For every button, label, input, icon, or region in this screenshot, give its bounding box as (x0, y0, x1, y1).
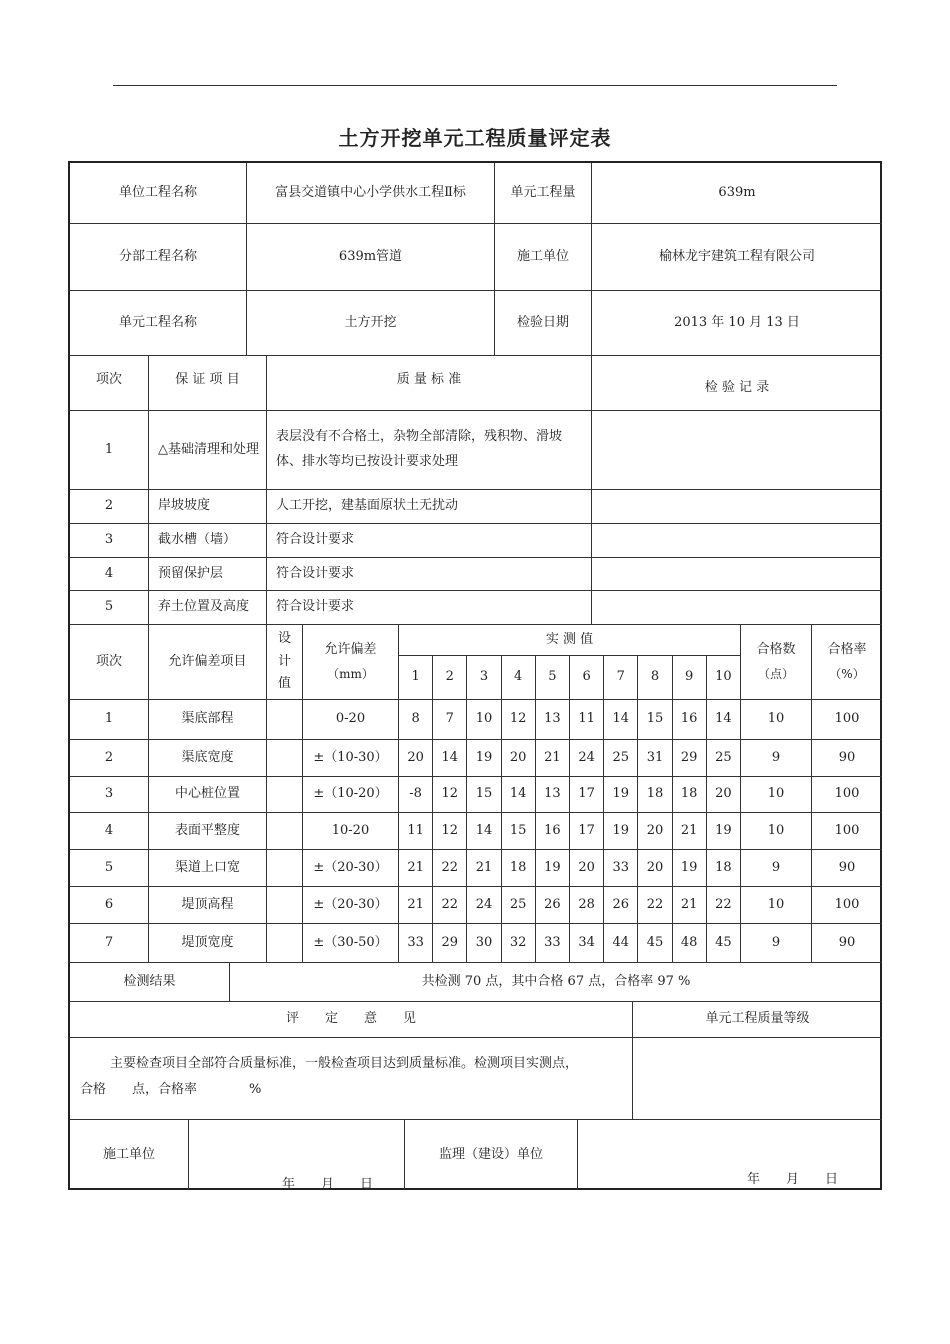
measured-value: 22 (707, 887, 741, 924)
measured-value: 20 (399, 740, 433, 777)
deviation-row-item: 渠底部程 (149, 700, 267, 740)
measured-value: 15 (502, 813, 536, 850)
guarantee-row-record (592, 411, 882, 490)
deviation-row-design (267, 813, 303, 850)
measure-no: 4 (502, 656, 536, 700)
measure-no: 2 (433, 656, 467, 700)
deviation-row-pass-count: 9 (741, 850, 812, 887)
deviation-header-no: 项次 (70, 625, 149, 700)
deviation-row-pass-count: 10 (741, 777, 812, 813)
opinion-line-1: 主要检查项目全部符合质量标准，一般检查项目达到质量标准。检测项目实测点， (110, 1056, 579, 1071)
element-quantity-value: 639m (592, 163, 882, 224)
deviation-row-no: 4 (70, 813, 149, 850)
allow-unit: （mm） (327, 666, 374, 681)
result-value: 共检测 70 点，其中合格 67 点，合格率 97 % (230, 963, 882, 1002)
measured-value: 26 (536, 887, 570, 924)
deviation-row-allow: 0-20 (303, 700, 399, 740)
deviation-row-design (267, 850, 303, 887)
measured-value: 18 (502, 850, 536, 887)
deviation-row-design (267, 887, 303, 924)
measured-value: 22 (433, 887, 467, 924)
deviation-row-allow: ±（30-50） (303, 924, 399, 963)
quality-grade-label: 单元工程质量等级 (633, 1002, 882, 1038)
deviation-row-pass-count: 10 (741, 887, 812, 924)
deviation-row-pass-rate: 90 (812, 740, 882, 777)
guarantee-row-record (592, 524, 882, 558)
contractor-label: 施工单位 (495, 224, 592, 291)
measured-value: 19 (467, 740, 501, 777)
guarantee-header-record: 检 验 记 录 (592, 356, 882, 411)
measured-value: 45 (638, 924, 672, 963)
guarantee-row-item: 弃土位置及高度 (149, 591, 267, 625)
measure-no: 3 (467, 656, 501, 700)
guarantee-row-item: △基础清理和处理 (149, 411, 267, 490)
measured-value: 32 (502, 924, 536, 963)
deviation-row-pass-count: 10 (741, 700, 812, 740)
measured-value: 48 (673, 924, 707, 963)
measured-value: 25 (604, 740, 638, 777)
measured-value: 19 (604, 777, 638, 813)
measured-value: 16 (673, 700, 707, 740)
measured-value: 45 (707, 924, 741, 963)
measured-value: 20 (638, 813, 672, 850)
top-rule (113, 85, 837, 86)
deviation-row-allow: 10-20 (303, 813, 399, 850)
quality-grade-value (633, 1038, 882, 1120)
measured-value: 14 (433, 740, 467, 777)
guarantee-row-standard: 符合设计要求 (267, 558, 592, 591)
guarantee-row-record (592, 591, 882, 625)
deviation-row-pass-rate: 100 (812, 813, 882, 850)
deviation-row-no: 3 (70, 777, 149, 813)
guarantee-header-no: 项次 (70, 356, 149, 411)
measured-value: 24 (467, 887, 501, 924)
measure-no: 5 (536, 656, 570, 700)
deviation-row-item: 渠道上口宽 (149, 850, 267, 887)
deviation-row-item: 表面平整度 (149, 813, 267, 850)
measure-no: 1 (399, 656, 433, 700)
deviation-header-measured: 实 测 值 (399, 625, 741, 656)
deviation-row-no: 6 (70, 887, 149, 924)
measured-value: 12 (433, 813, 467, 850)
measured-value: 21 (399, 887, 433, 924)
measured-value: 22 (433, 850, 467, 887)
deviation-row-design (267, 740, 303, 777)
deviation-row-pass-count: 10 (741, 813, 812, 850)
measured-value: 33 (399, 924, 433, 963)
deviation-header-allow (303, 625, 399, 700)
deviation-header-item: 允许偏差项目 (149, 625, 267, 700)
contractor-value: 榆林龙宇建筑工程有限公司 (592, 224, 882, 291)
measured-value: 21 (536, 740, 570, 777)
measured-value: 33 (604, 850, 638, 887)
guarantee-row-standard: 符合设计要求 (267, 524, 592, 558)
pass-rate-label: 合格率 (827, 642, 867, 658)
measured-value: 25 (502, 887, 536, 924)
deviation-row-pass-rate: 90 (812, 850, 882, 887)
measure-no: 10 (707, 656, 741, 700)
measure-no: 7 (604, 656, 638, 700)
sign-contractor-date: 年 月 日 (282, 1177, 374, 1192)
deviation-row-allow: ±（10-30） (303, 740, 399, 777)
inspection-date-value: 2013 年 10 月 13 日 (592, 291, 882, 356)
measured-value: 19 (673, 850, 707, 887)
measured-value: 14 (502, 777, 536, 813)
result-label: 检测结果 (70, 963, 230, 1002)
deviation-row-item: 中心桩位置 (149, 777, 267, 813)
measured-value: 19 (604, 813, 638, 850)
division-label: 分部工程名称 (70, 224, 247, 291)
deviation-row-allow: ±（20-30） (303, 887, 399, 924)
measured-value: 44 (604, 924, 638, 963)
guarantee-row-standard: 人工开挖，建基面原状土无扰动 (267, 490, 592, 524)
deviation-row-item: 渠底宽度 (149, 740, 267, 777)
measured-value: 10 (467, 700, 501, 740)
deviation-row-allow: ±（10-20） (303, 777, 399, 813)
guarantee-row-record (592, 558, 882, 591)
measured-value: 21 (399, 850, 433, 887)
deviation-row-no: 5 (70, 850, 149, 887)
unit-project-value: 富县交道镇中心小学供水工程Ⅱ标 (247, 163, 495, 224)
deviation-row-design (267, 777, 303, 813)
measured-value: 14 (707, 700, 741, 740)
measured-value: 18 (638, 777, 672, 813)
measured-value: 12 (433, 777, 467, 813)
deviation-row-allow: ±（20-30） (303, 850, 399, 887)
deviation-row-pass-rate: 100 (812, 887, 882, 924)
element-quantity-label: 单元工程量 (495, 163, 592, 224)
guarantee-row-standard: 符合设计要求 (267, 591, 592, 625)
measure-no: 9 (673, 656, 707, 700)
element-name-label: 单元工程名称 (70, 291, 247, 356)
pass-rate-unit: （%） (829, 666, 865, 681)
pass-count-label: 合格数 (756, 642, 796, 658)
deviation-row-design (267, 924, 303, 963)
deviation-header-pass-count (741, 625, 812, 700)
measured-value: 16 (536, 813, 570, 850)
measured-value: 20 (570, 850, 604, 887)
measured-value: 7 (433, 700, 467, 740)
measured-value: 18 (673, 777, 707, 813)
measured-value: 22 (638, 887, 672, 924)
deviation-row-pass-rate: 90 (812, 924, 882, 963)
measured-value: 21 (673, 813, 707, 850)
deviation-row-pass-rate: 100 (812, 700, 882, 740)
measured-value: 17 (570, 813, 604, 850)
measured-value: 15 (638, 700, 672, 740)
guarantee-row-item: 截水槽（墙） (149, 524, 267, 558)
measured-value: 25 (707, 740, 741, 777)
measured-value: 14 (604, 700, 638, 740)
measured-value: 8 (399, 700, 433, 740)
measured-value: 26 (604, 887, 638, 924)
guarantee-header-item: 保 证 项 目 (149, 356, 267, 411)
measured-value: -8 (399, 777, 433, 813)
guarantee-row-item: 岸坡坡度 (149, 490, 267, 524)
guarantee-row-no: 1 (70, 411, 149, 490)
measured-value: 34 (570, 924, 604, 963)
deviation-row-pass-count: 9 (741, 740, 812, 777)
measured-value: 30 (467, 924, 501, 963)
measured-value: 24 (570, 740, 604, 777)
measured-value: 21 (467, 850, 501, 887)
sign-supervisor-label: 监理（建设）单位 (405, 1120, 578, 1190)
measure-no: 8 (638, 656, 672, 700)
deviation-header-pass-rate (812, 625, 882, 700)
measured-value: 20 (707, 777, 741, 813)
measured-value: 12 (502, 700, 536, 740)
measured-value: 31 (638, 740, 672, 777)
sign-contractor-label: 施工单位 (70, 1120, 189, 1190)
guarantee-row-no: 4 (70, 558, 149, 591)
measured-value: 20 (638, 850, 672, 887)
guarantee-row-no: 2 (70, 490, 149, 524)
measured-value: 11 (399, 813, 433, 850)
guarantee-header-standard: 质 量 标 准 (267, 356, 592, 411)
evaluation-opinion-label: 评 定 意 见 (70, 1002, 633, 1038)
evaluation-opinion-text (70, 1038, 633, 1120)
measure-no: 6 (570, 656, 604, 700)
measured-value: 13 (536, 700, 570, 740)
inspection-date-label: 检验日期 (495, 291, 592, 356)
measured-value: 19 (707, 813, 741, 850)
guarantee-row-no: 5 (70, 591, 149, 625)
measured-value: 15 (467, 777, 501, 813)
deviation-row-item: 堤顶高程 (149, 887, 267, 924)
deviation-row-pass-count: 9 (741, 924, 812, 963)
measured-value: 21 (673, 887, 707, 924)
allow-label: 允许偏差 (324, 642, 377, 658)
guarantee-row-record (592, 490, 882, 524)
deviation-row-no: 7 (70, 924, 149, 963)
measured-value: 29 (673, 740, 707, 777)
guarantee-row-item: 预留保护层 (149, 558, 267, 591)
element-name-value: 土方开挖 (247, 291, 495, 356)
opinion-line-2: 合格 点，合格率 % (80, 1082, 262, 1097)
deviation-row-item: 堤顶宽度 (149, 924, 267, 963)
deviation-row-design (267, 700, 303, 740)
sign-supervisor-date: 年 月 日 (747, 1172, 839, 1187)
unit-project-label: 单位工程名称 (70, 163, 247, 224)
deviation-row-no: 2 (70, 740, 149, 777)
division-value: 639m管道 (247, 224, 495, 291)
measured-value: 20 (502, 740, 536, 777)
measured-value: 17 (570, 777, 604, 813)
page-title: 土方开挖单元工程质量评定表 (338, 126, 612, 150)
guarantee-row-no: 3 (70, 524, 149, 558)
evaluation-form (68, 161, 882, 1190)
measured-value: 13 (536, 777, 570, 813)
measured-value: 18 (707, 850, 741, 887)
measured-value: 11 (570, 700, 604, 740)
measured-value: 29 (433, 924, 467, 963)
deviation-row-pass-rate: 100 (812, 777, 882, 813)
deviation-header-design: 设计值 (267, 625, 303, 700)
deviation-row-no: 1 (70, 700, 149, 740)
guarantee-row-standard: 表层没有不合格土，杂物全部清除，残积物、滑坡体、排水等均已按设计要求处理 (267, 411, 592, 490)
measured-value: 28 (570, 887, 604, 924)
measured-value: 19 (536, 850, 570, 887)
measured-value: 33 (536, 924, 570, 963)
pass-count-unit: （点） (757, 666, 794, 681)
measured-value: 14 (467, 813, 501, 850)
